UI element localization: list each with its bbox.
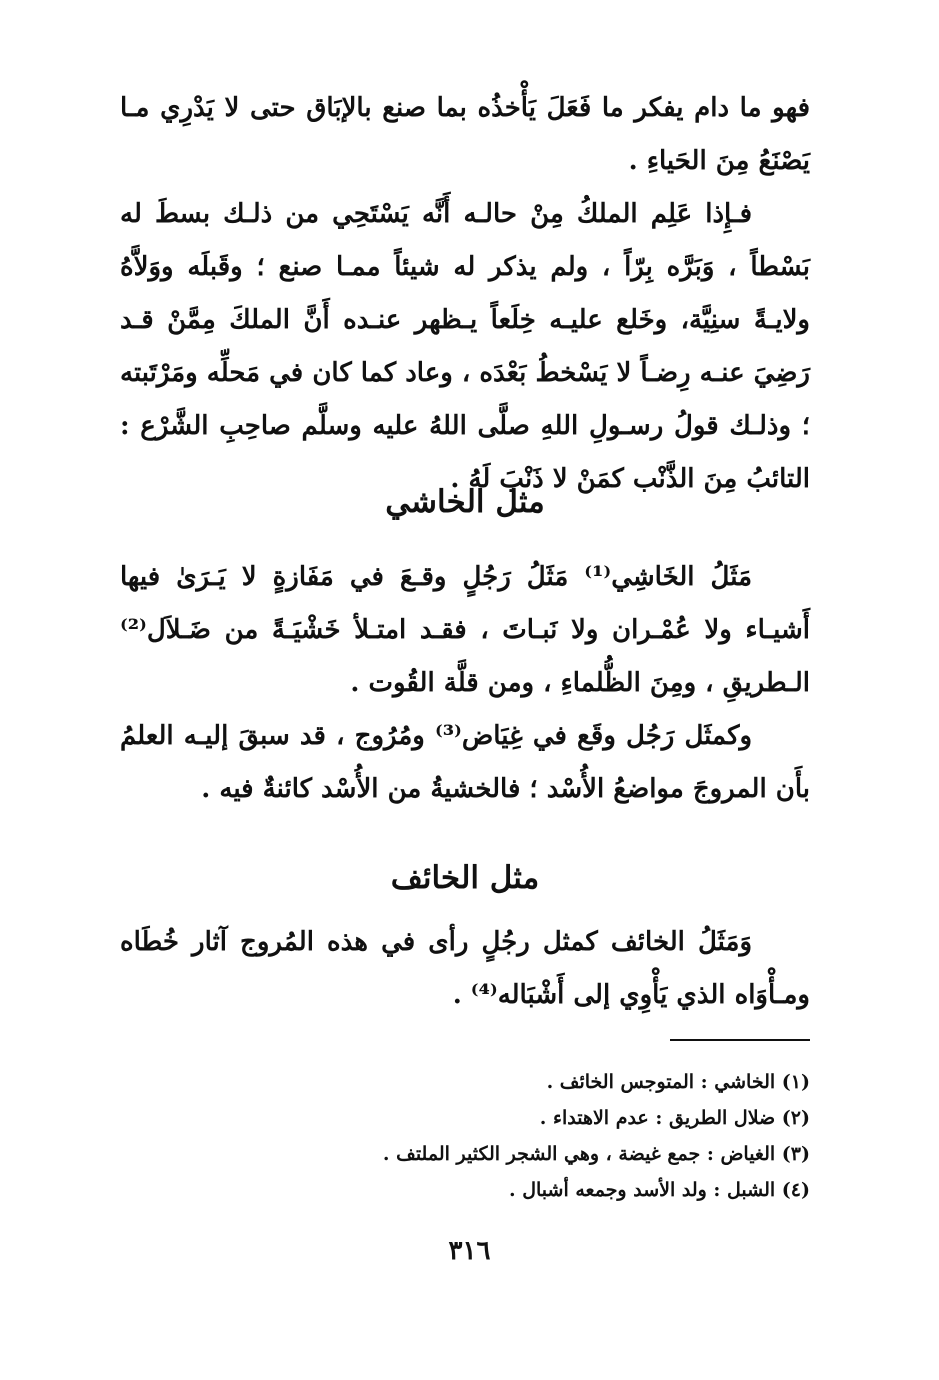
paragraph-khashi-1: مَثَلُ الخَاشِي⁽¹⁾ مَثَلُ رَجُلٍ وقـعَ في مَفَازةٍ لا يَـرَىٰ فيها أَشيـاء ولا عُمْـران ولا نَبـاتَ ، فقـد امتـلأ خَشْيَـةً من ضَـلاَل⁽²⁾ الـطريقِ ، ومِنَ الظُّلماءِ ، ومن قلَّة القُوت . [120,562,811,698]
opening-text [120,82,810,506]
paragraph-khashi-2: وكمثَل رَجُل وقَع في غِيَاض⁽³⁾ ومُرُوج ، قد سبقَ إليـه العلمُ بأَن المروجَ مواضعُ الأُسْد ؛ فالخشيةُ من الأُسْد كائنةٌ فيه . [120,721,810,804]
section-khaif-text [120,916,810,1022]
section-heading-khashi: مثل الخاشي [385,484,545,520]
section-khashi-text [120,551,810,816]
footnotes [120,1064,810,1208]
footnote-3: (٣) الغياض : جمع غيضة ، وهي الشجر الكثير الملتف . [382,1143,810,1165]
footnote-2: (٢) ضلال الطريق : عدم الاهتداء . [539,1107,810,1129]
footnote-1: (١) الخاشي : المتوجس الخائف . [546,1071,810,1093]
paragraph-king-forgiveness: فـإِذا عَلِم الملكُ مِنْ حالـه أَنَّه يَسْتَحِي من ذلـك بسطَ له بَسْطاً ، وَبَرَّه بِرّاً ، ولم يذكر له شيئاً ممـا صنع ؛ وقَبلَه ووَلاَّهُ ولايـةً سنِيَّة، وخَلع عليـه خِلَعاً يـظهر عنـده أَنَّ الملكَ مِمَّنْ قـد رَضِيَ عنـه رِضـاً لا يَسْخطُ بَعْدَه ، وعاد كما كان في مَحلِّه ومَرْتَبته ؛ وذلـك قولُ رسـولِ اللهِ صلَّى اللهُ عليه وسلَّم صاحِبِ الشَّرْع : التائبُ مِنَ الذَّنْب كمَنْ لا ذَنْبَ لَهُ . [120,199,810,494]
page-number: ٣١٦ [448,1236,491,1266]
footnote-4: (٤) الشبل : ولد الأسد وجمعه أشبال . [508,1179,810,1201]
paragraph-continuation: فهو ما دام يفكر ما فَعَلَ يَأْخذُه بما صنع بالإبَاق حتى لا يَدْرِي مـا يَصْنَعُ مِنَ الحَياءِ . [120,93,810,176]
footnote-divider [670,1039,810,1041]
paragraph-khaif-1: وَمَثَلُ الخائف كمثل رجُلٍ رأى في هذه المُروج آثار خُطَاه ومـأْوَاه الذي يَأْوِي إلى أَشْبَاله⁽⁴⁾ . [120,927,810,1010]
section-heading-khaif: مثل الخائف [390,860,540,896]
